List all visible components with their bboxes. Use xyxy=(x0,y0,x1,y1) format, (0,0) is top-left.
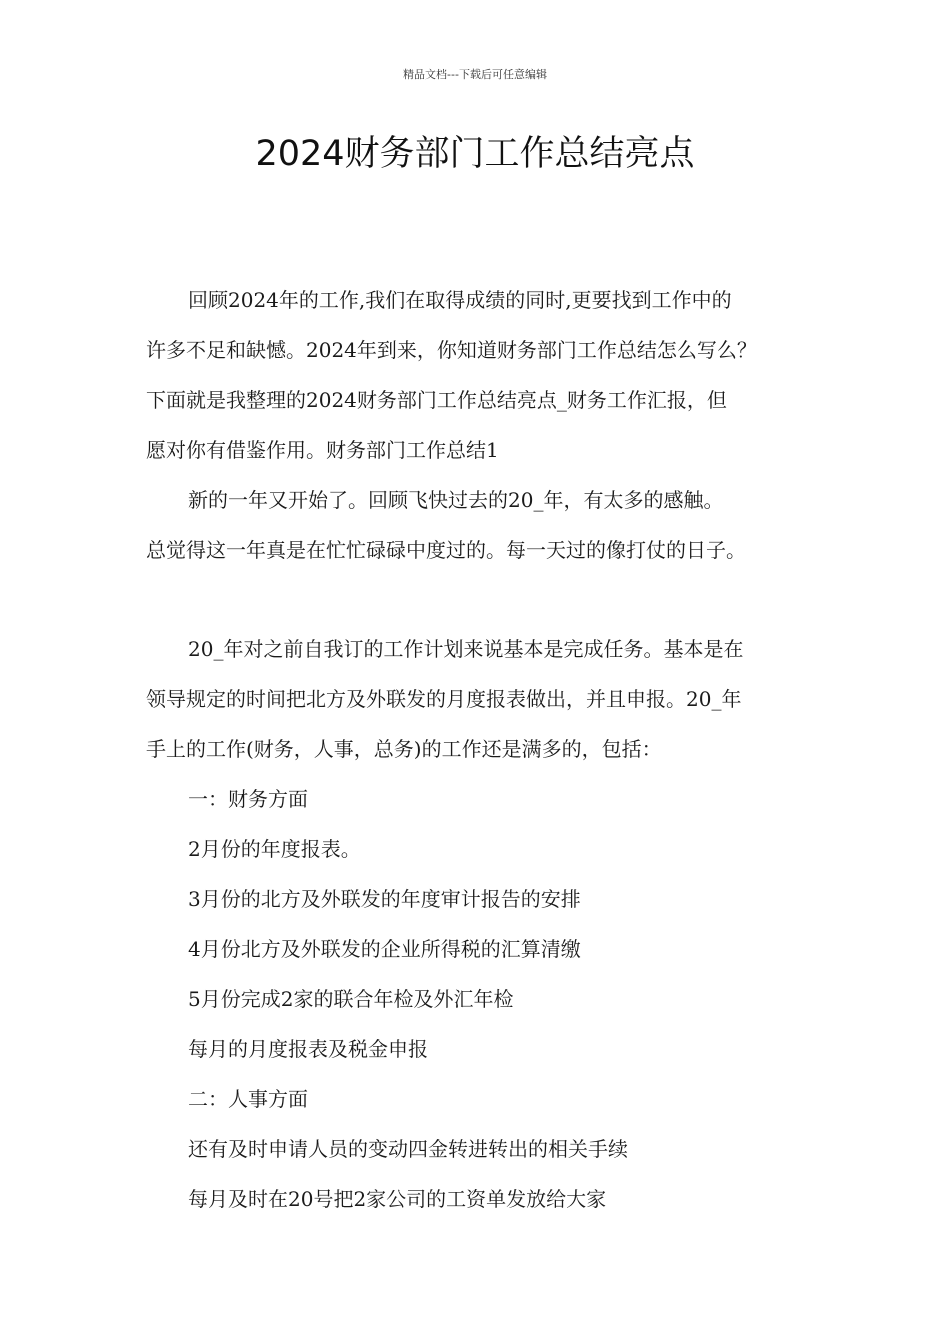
paragraph-line: 新的一年又开始了。回顾飞快过去的20_年，有太多的感触。 xyxy=(188,488,724,512)
list-item: 每月的月度报表及税金申报 xyxy=(188,1037,428,1061)
paragraph-line: 总觉得这一年真是在忙忙碌碌中度过的。每一天过的像打仗的日子。 xyxy=(146,538,746,562)
list-item: 每月及时在20号把2家公司的工资单发放给大家 xyxy=(188,1187,607,1211)
second-paragraph xyxy=(146,475,816,575)
list-item: 一：财务方面 xyxy=(188,787,308,811)
paragraph-line: 手上的工作(财务，人事，总务)的工作还是满多的，包括： xyxy=(146,737,662,761)
intro-line: 许多不足和缺憾。2024年到来，你知道财务部门工作总结怎么写么？ xyxy=(146,338,757,362)
header-note: 精品文档---下载后可任意编辑 xyxy=(403,68,547,81)
list-item: 二：人事方面 xyxy=(188,1087,308,1111)
list-item: 还有及时申请人员的变动四金转进转出的相关手续 xyxy=(188,1137,628,1161)
paragraph-line: 领导规定的时间把北方及外联发的月度报表做出，并且申报。20_年 xyxy=(146,687,742,711)
item-list xyxy=(146,774,816,1224)
intro-line: 愿对你有借鉴作用。财务部门工作总结1 xyxy=(146,438,499,462)
list-item: 3月份的北方及外联发的年度审计报告的安排 xyxy=(188,887,581,911)
intro-line: 回顾2024年的工作,我们在取得成绩的同时,更要找到工作中的 xyxy=(188,288,732,312)
list-item: 5月份完成2家的联合年检及外汇年检 xyxy=(188,987,514,1011)
list-item: 2月份的年度报表。 xyxy=(188,837,361,861)
intro-paragraph xyxy=(146,275,816,475)
list-item: 4月份北方及外联发的企业所得税的汇算清缴 xyxy=(188,937,581,961)
document-title: 2024财务部门工作总结亮点 xyxy=(255,134,695,174)
third-paragraph xyxy=(146,624,816,774)
paragraph-line: 20_年对之前自我订的工作计划来说基本是完成任务。基本是在 xyxy=(188,637,744,661)
intro-line: 下面就是我整理的2024财务部门工作总结亮点_财务工作汇报，但 xyxy=(146,388,727,412)
